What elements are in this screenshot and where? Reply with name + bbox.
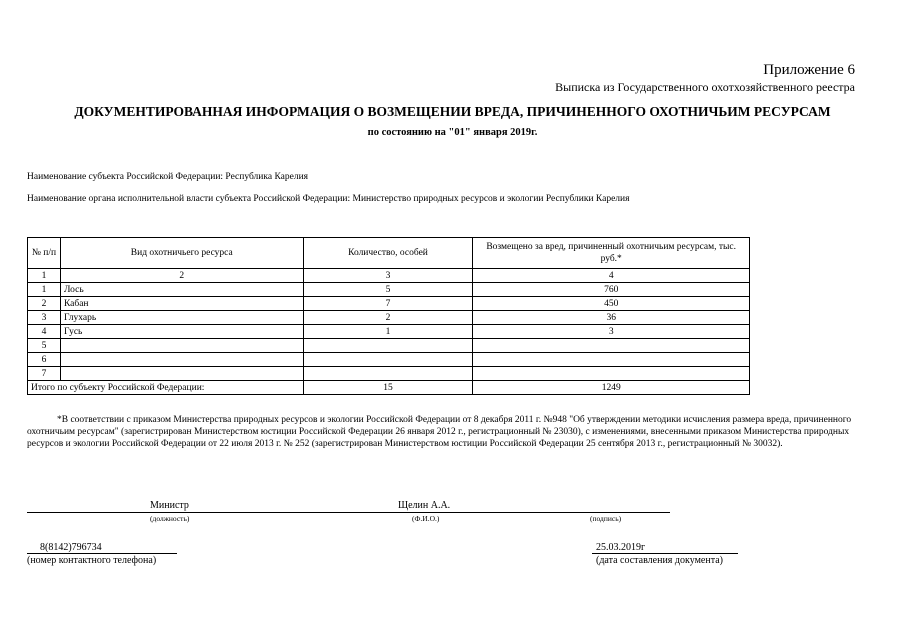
total-row bbox=[28, 381, 750, 395]
row-number: 4 bbox=[28, 325, 61, 339]
species-cell: Гусь bbox=[60, 325, 303, 339]
quantity-cell: 2 bbox=[303, 311, 473, 325]
document-subtitle: по состоянию на "01" января 2019г. bbox=[367, 127, 538, 138]
quantity-cell bbox=[303, 339, 473, 353]
quantity-cell bbox=[303, 353, 473, 367]
table-row bbox=[28, 353, 750, 367]
table-row bbox=[28, 311, 750, 325]
amount-cell bbox=[473, 353, 750, 367]
table-header-row bbox=[28, 238, 750, 269]
species-cell bbox=[60, 339, 303, 353]
row-number: 7 bbox=[28, 367, 61, 381]
column-number: 1 bbox=[28, 269, 61, 283]
amount-cell: 36 bbox=[473, 311, 750, 325]
column-number: 4 bbox=[473, 269, 750, 283]
total-amount: 1249 bbox=[473, 381, 750, 395]
total-label: Итого по субъекту Российской Федерации: bbox=[28, 381, 304, 395]
column-number: 2 bbox=[60, 269, 303, 283]
position-caption: (должность) bbox=[150, 514, 190, 523]
species-cell bbox=[60, 367, 303, 381]
quantity-cell bbox=[303, 367, 473, 381]
species-cell: Лось bbox=[60, 283, 303, 297]
footnote bbox=[27, 414, 857, 450]
date-caption: (дата составления документа) bbox=[596, 555, 723, 566]
header-quantity: Количество, особей bbox=[303, 238, 473, 269]
row-number: 5 bbox=[28, 339, 61, 353]
column-numbers-row bbox=[28, 269, 750, 283]
name-caption: (Ф.И.О.) bbox=[412, 514, 440, 523]
signer-name: Щелин А.А. bbox=[398, 500, 451, 511]
amount-cell: 450 bbox=[473, 297, 750, 311]
document-title: ДОКУМЕНТИРОВАННАЯ ИНФОРМАЦИЯ О ВОЗМЕЩЕНИИ ВРЕДА, ПРИЧИНЕННОГО ОХОТНИЧЬИМ РЕСУРСАМ bbox=[74, 104, 831, 119]
phone-line bbox=[27, 553, 177, 554]
row-number: 6 bbox=[28, 353, 61, 367]
table-row bbox=[28, 325, 750, 339]
date-line bbox=[592, 553, 738, 554]
quantity-cell: 5 bbox=[303, 283, 473, 297]
quantity-cell: 1 bbox=[303, 325, 473, 339]
amount-cell: 760 bbox=[473, 283, 750, 297]
amount-cell: 3 bbox=[473, 325, 750, 339]
compensation-table bbox=[27, 237, 750, 395]
species-cell: Глухарь bbox=[60, 311, 303, 325]
column-number: 3 bbox=[303, 269, 473, 283]
quantity-cell: 7 bbox=[303, 297, 473, 311]
table-row bbox=[28, 339, 750, 353]
species-cell bbox=[60, 353, 303, 367]
row-number: 1 bbox=[28, 283, 61, 297]
signature-caption: (подпись) bbox=[590, 514, 622, 523]
header-species: Вид охотничьего ресурса bbox=[60, 238, 303, 269]
amount-cell bbox=[473, 339, 750, 353]
header-compensated: Возмещено за вред, причиненный охотничьим ресурсам, тыс. руб.* bbox=[473, 238, 750, 269]
subject-line: Наименование субъекта Российской Федерации: Республика Карелия bbox=[27, 172, 309, 182]
table-row bbox=[28, 297, 750, 311]
amount-cell bbox=[473, 367, 750, 381]
signature-line bbox=[27, 512, 670, 513]
appendix-label: Приложение 6 bbox=[763, 62, 855, 78]
phone-caption: (номер контактного телефона) bbox=[27, 555, 157, 566]
footnote-text: *В соответствии с приказом Министерства природных ресурсов и экологии Российской Федерации от 8 декабря 2011 г. №948 "Об утверждении методики исчисления размера вреда, причиненного охотничьим ресурсам" (зарегистрирован Министерством юстиции Российской Федерации 26 января 2012 г., регистрационный № 23030), с изменениями, внесенными приказом Министерства природных ресурсов и экологии Российской Федерации от 22 июля 2013 г. № 252 (зарегистрирован Министерством юстиции Российской Федерации 25 сентября 2013 г., регистрационный № 30032). bbox=[27, 415, 852, 449]
signer-position: Министр bbox=[150, 500, 189, 511]
row-number: 3 bbox=[28, 311, 61, 325]
table-row bbox=[28, 283, 750, 297]
total-quantity: 15 bbox=[303, 381, 473, 395]
contact-phone: 8(8142)796734 bbox=[40, 542, 102, 553]
authority-line: Наименование органа исполнительной власти субъекта Российской Федерации: Министерство природных ресурсов и экологии Республики Карелия bbox=[27, 194, 630, 204]
header-no: № п/п bbox=[28, 238, 61, 269]
document-date: 25.03.2019г bbox=[596, 542, 646, 553]
species-cell: Кабан bbox=[60, 297, 303, 311]
registry-extract-label: Выписка из Государственного охотхозяйственного реестра bbox=[555, 80, 855, 94]
row-number: 2 bbox=[28, 297, 61, 311]
table-row bbox=[28, 367, 750, 381]
